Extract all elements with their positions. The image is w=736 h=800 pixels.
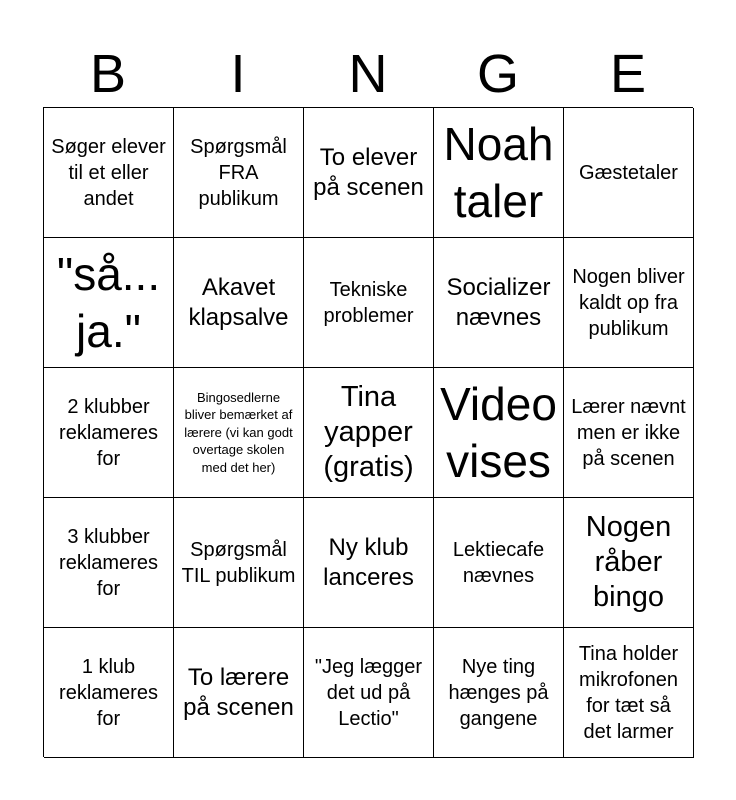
bingo-cell[interactable] <box>174 238 304 368</box>
cell-text: Tina holder mikrofonen for tæt så det larmer <box>578 642 679 743</box>
cell-text: 3 klubber reklameres for <box>59 525 158 600</box>
bingo-header <box>43 40 693 108</box>
cell-text: Socializer nævnes <box>446 273 551 331</box>
cell-text: Spørgsmål FRA publikum <box>190 135 287 210</box>
cell-text: Bingosedlerne bliver bemærket af lærere (vi kan godt overtage skolen med det her) <box>184 389 293 475</box>
header-letter-g: G <box>476 44 519 104</box>
header-letter-i: I <box>230 44 246 104</box>
bingo-board <box>43 107 693 757</box>
cell-text: 2 klubber reklameres for <box>59 395 158 470</box>
bingo-cell[interactable] <box>434 628 564 758</box>
bingo-cell[interactable] <box>174 108 304 238</box>
cell-text: Spørgsmål TIL publikum <box>181 538 296 587</box>
header-letter-n: N <box>348 44 388 104</box>
cell-text: "så... ja." <box>56 248 161 357</box>
cell-text: To lærere på scenen <box>183 663 294 721</box>
bingo-cell[interactable] <box>304 368 434 498</box>
cell-text: Ny klub lanceres <box>323 533 414 591</box>
bingo-cell[interactable] <box>304 108 434 238</box>
bingo-cell[interactable] <box>44 368 174 498</box>
bingo-cell[interactable] <box>174 628 304 758</box>
cell-text: 1 klub reklameres for <box>59 655 158 730</box>
bingo-cell[interactable] <box>434 498 564 628</box>
bingo-cell[interactable] <box>564 238 694 368</box>
cell-text: Video vises <box>440 378 557 487</box>
cell-text: Tina yapper (gratis) <box>323 381 414 483</box>
cell-text: Tekniske problemer <box>323 278 414 327</box>
cell-text: Akavet klapsalve <box>188 273 289 331</box>
header-letter-b: B <box>89 44 127 104</box>
bingo-cell[interactable] <box>564 108 694 238</box>
bingo-cell[interactable] <box>174 368 304 498</box>
cell-text: Gæstetaler <box>579 161 678 184</box>
bingo-cell[interactable] <box>304 498 434 628</box>
cell-text: Lektiecafe nævnes <box>452 538 545 587</box>
bingo-cell[interactable] <box>564 498 694 628</box>
bingo-cell[interactable] <box>174 498 304 628</box>
bingo-cell[interactable] <box>434 368 564 498</box>
bingo-cell[interactable] <box>44 238 174 368</box>
cell-text: Nogen råber bingo <box>585 511 672 613</box>
cell-text: Nye ting hænges på gangene <box>448 655 549 730</box>
bingo-cell[interactable] <box>564 368 694 498</box>
bingo-cell[interactable] <box>434 238 564 368</box>
cell-text: Søger elever til et eller andet <box>51 135 166 210</box>
bingo-cell[interactable] <box>304 238 434 368</box>
cell-text: Lærer nævnt men er ikke på scenen <box>571 395 686 470</box>
bingo-cell[interactable] <box>304 628 434 758</box>
bingo-cell[interactable] <box>44 108 174 238</box>
cell-text: To elever på scenen <box>313 143 424 201</box>
header-letter-e: E <box>609 44 647 104</box>
cell-text: "Jeg lægger det ud på Lectio" <box>314 655 423 730</box>
bingo-cell[interactable] <box>564 628 694 758</box>
cell-text: Nogen bliver kaldt op fra publikum <box>572 265 685 340</box>
bingo-cell[interactable] <box>44 628 174 758</box>
bingo-cell[interactable] <box>44 498 174 628</box>
bingo-cell[interactable] <box>434 108 564 238</box>
cell-text: Noah taler <box>443 118 554 227</box>
